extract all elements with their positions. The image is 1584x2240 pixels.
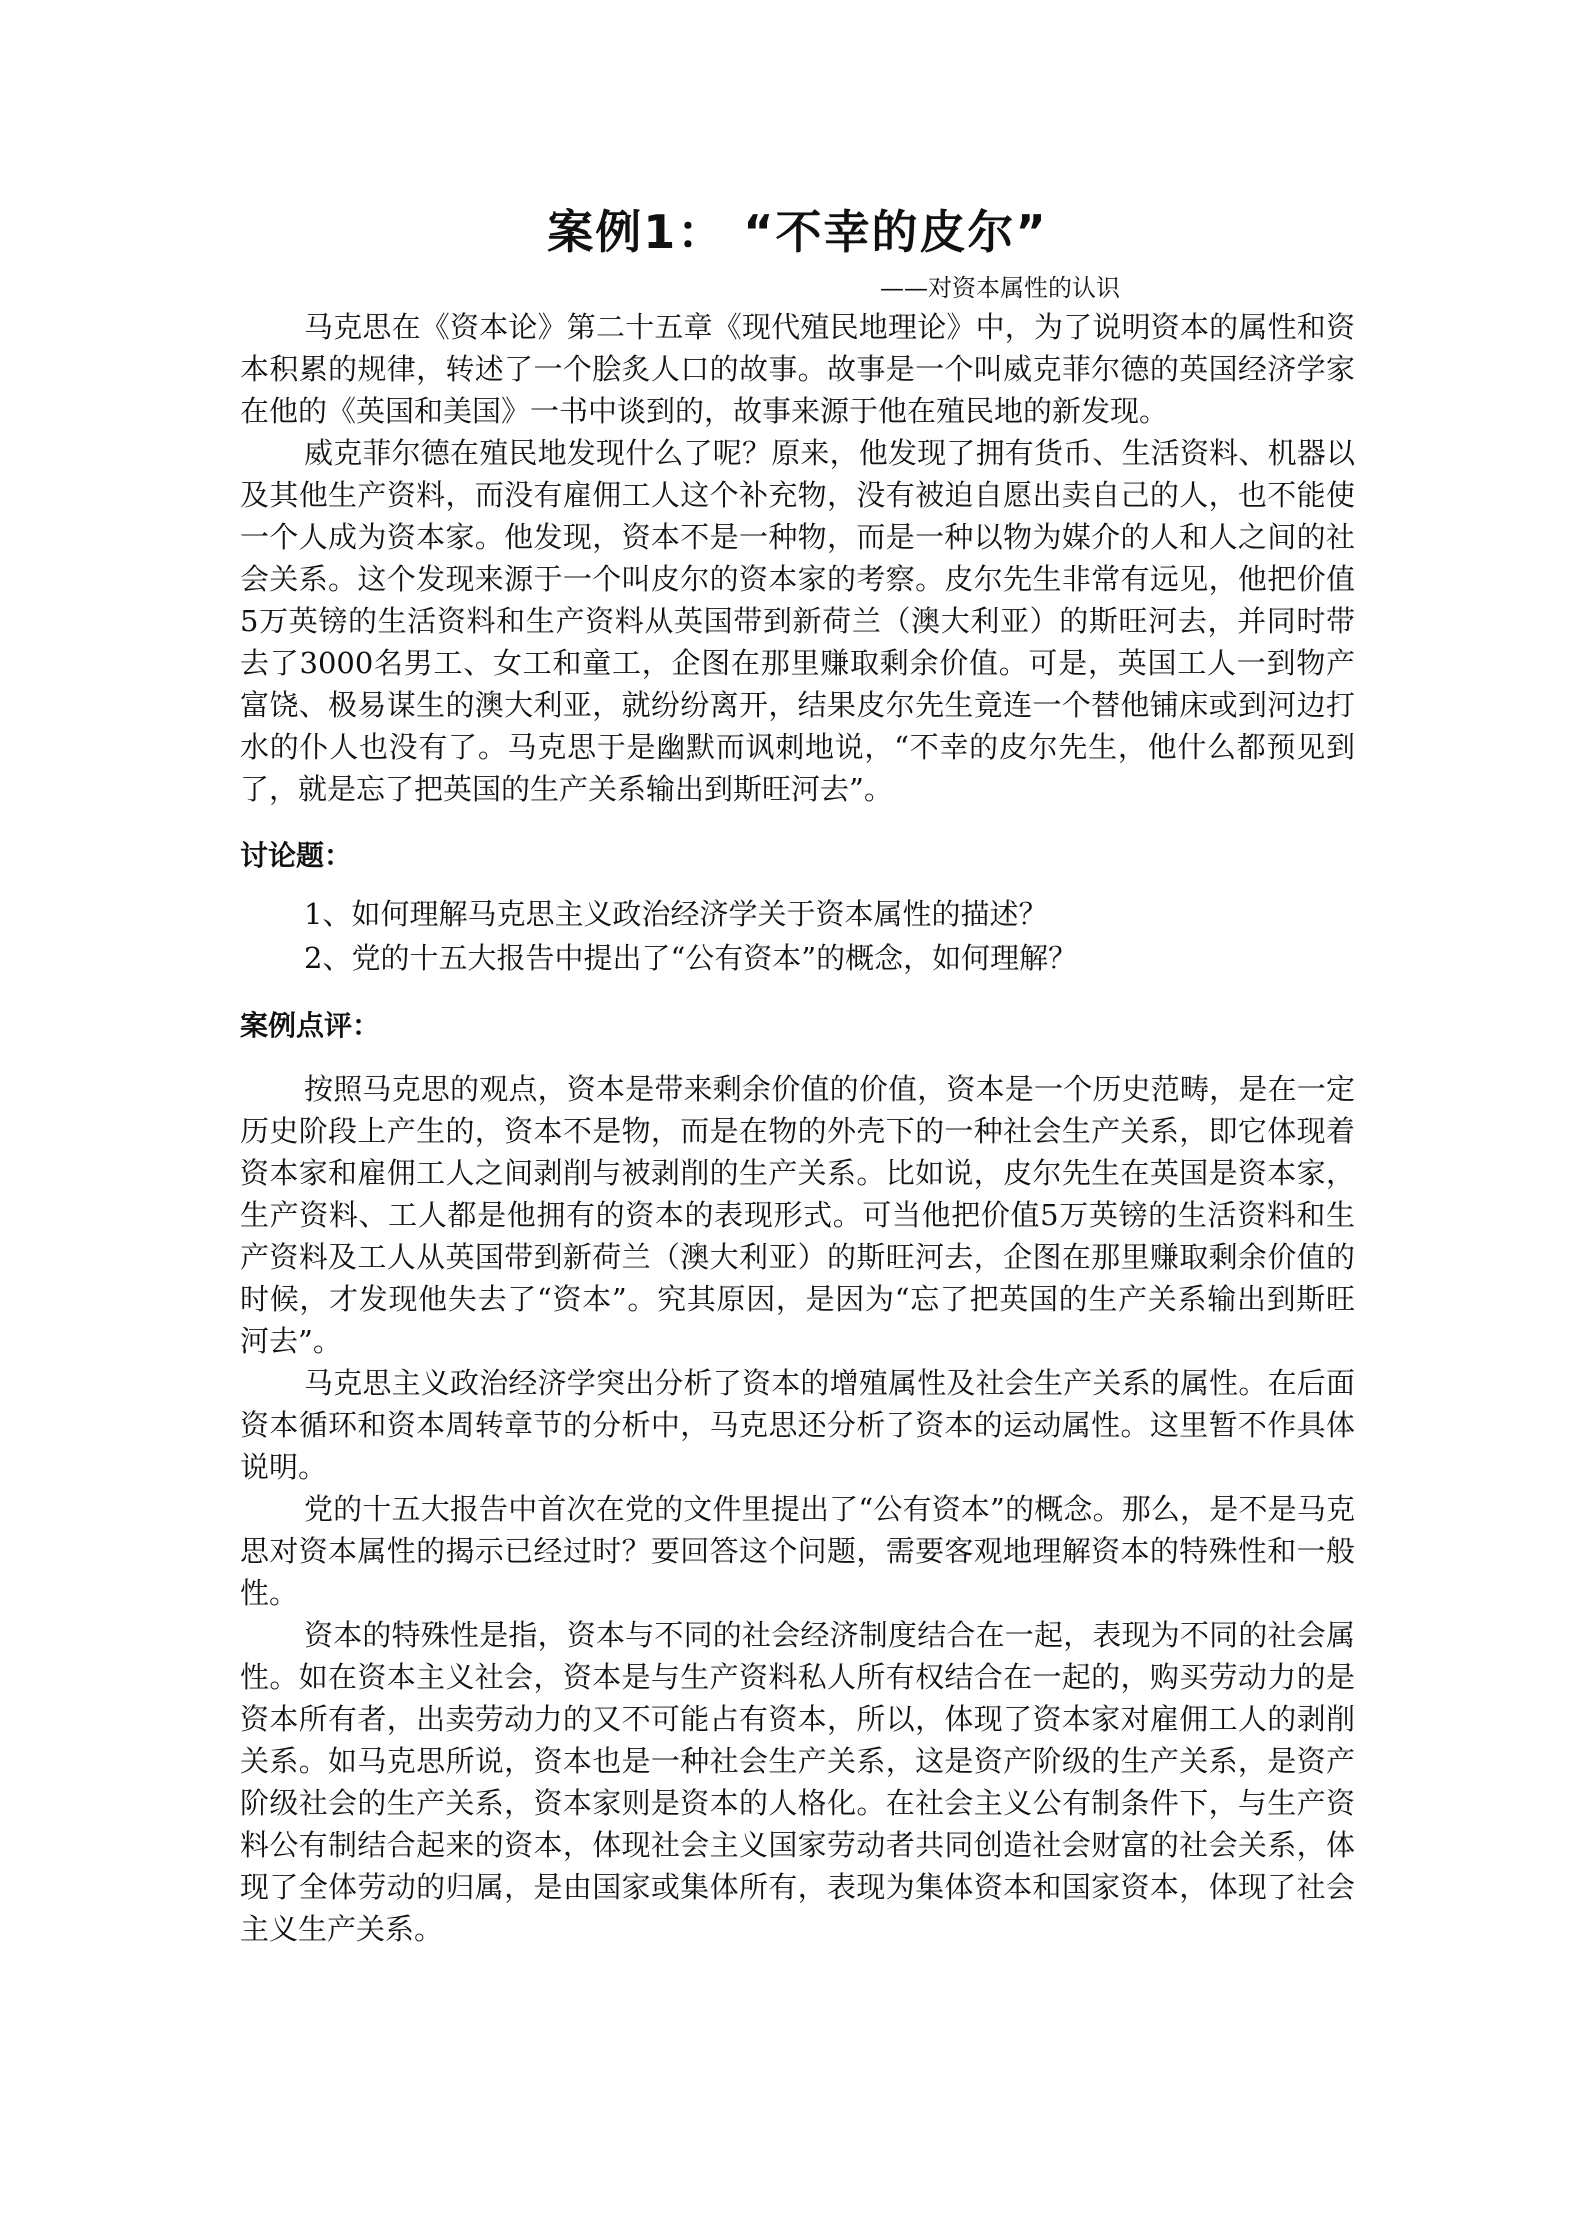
discussion-questions [240,892,1355,980]
discussion-question: 2、党的十五大报告中提出了“公有资本”的概念，如何理解？ [304,941,1078,975]
case-title: 案例1： “不幸的皮尔” [547,205,1048,259]
comment-paragraph: 资本的特殊性是指，资本与不同的社会经济制度结合在一起，表现为不同的社会属性。如在资本主义社会，资本是与生产资料私人所有权结合在一起的，购买劳动力的是资本所有者，出卖劳动力的又不可能占有资本，所以，体现了资本家对雇佣工人的剥削关系。如马克思所说，资本也是一种社会生产关系，这是资产阶级的生产关系，是资产阶级社会的生产关系，资本家则是资本的人格化。在社会主义公有制条件下，与生产资料公有制结合起来的资本，体现社会主义国家劳动者共同创造社会财富的社会关系，体现了全体劳动的归属，是由国家或集体所有，表现为集体资本和国家资本，体现了社会主义生产关系。 [240,1618,1355,1946]
comment-heading: 案例点评： [240,1009,381,1042]
comment-paragraph: 按照马克思的观点，资本是带来剩余价值的价值，资本是一个历史范畴，是在一定历史阶段上产生的，资本不是物，而是在物的外壳下的一种社会生产关系，即它体现着资本家和雇佣工人之间剥削与被剥削的生产关系。比如说，皮尔先生在英国是资本家，生产资料、工人都是他拥有的资本的表现形式。可当他把价值5万英镑的生活资料和生产资料及工人从英国带到新荷兰（澳大利亚）的斯旺河去，企图在那里赚取剩余价值的时候，才发现他失去了“资本”。究其原因，是因为“忘了把英国的生产关系输出到斯旺河去”。 [240,1072,1355,1358]
discussion-heading: 讨论题： [240,839,353,872]
story-paragraph: 马克思在《资本论》第二十五章《现代殖民地理论》中，为了说明资本的属性和资本积累的规律，转述了一个脍炙人口的故事。故事是一个叫威克菲尔德的英国经济学家在他的《英国和美国》一书中谈到的，故事来源于他在殖民地的新发现。 [240,310,1355,428]
story-paragraph: 威克菲尔德在殖民地发现什么了呢？原来，他发现了拥有货币、生活资料、机器以及其他生产资料，而没有雇佣工人这个补充物，没有被迫自愿出卖自己的人，也不能使一个人成为资本家。他发现，资本不是一种物，而是一种以物为媒介的人和人之间的社会关系。这个发现来源于一个叫皮尔的资本家的考察。皮尔先生非常有远见，他把价值5万英镑的生活资料和生产资料从英国带到新荷兰（澳大利亚）的斯旺河去，并同时带去了3000名男工、女工和童工，企图在那里赚取剩余价值。可是，英国工人一到物产富饶、极易谋生的澳大利亚，就纷纷离开，结果皮尔先生竟连一个替他铺床或到河边打水的仆人也没有了。马克思于是幽默而讽刺地说，“不幸的皮尔先生，他什么都预见到了，就是忘了把英国的生产关系输出到斯旺河去”。 [240,436,1355,806]
discussion-question: 1、如何理解马克思主义政治经济学关于资本属性的描述？ [304,897,1048,931]
case-story [240,306,1355,810]
case-subtitle: ——对资本属性的认识 [880,274,1120,302]
document-page [240,200,1355,1950]
comment-paragraph: 马克思主义政治经济学突出分析了资本的增殖属性及社会生产关系的属性。在后面资本循环和资本周转章节的分析中，马克思还分析了资本的运动属性。这里暂不作具体说明。 [240,1366,1355,1484]
case-comment [240,1068,1355,1950]
comment-paragraph: 党的十五大报告中首次在党的文件里提出了“公有资本”的概念。那么，是不是马克思对资本属性的揭示已经过时？要回答这个问题，需要客观地理解资本的特殊性和一般性。 [240,1492,1355,1610]
